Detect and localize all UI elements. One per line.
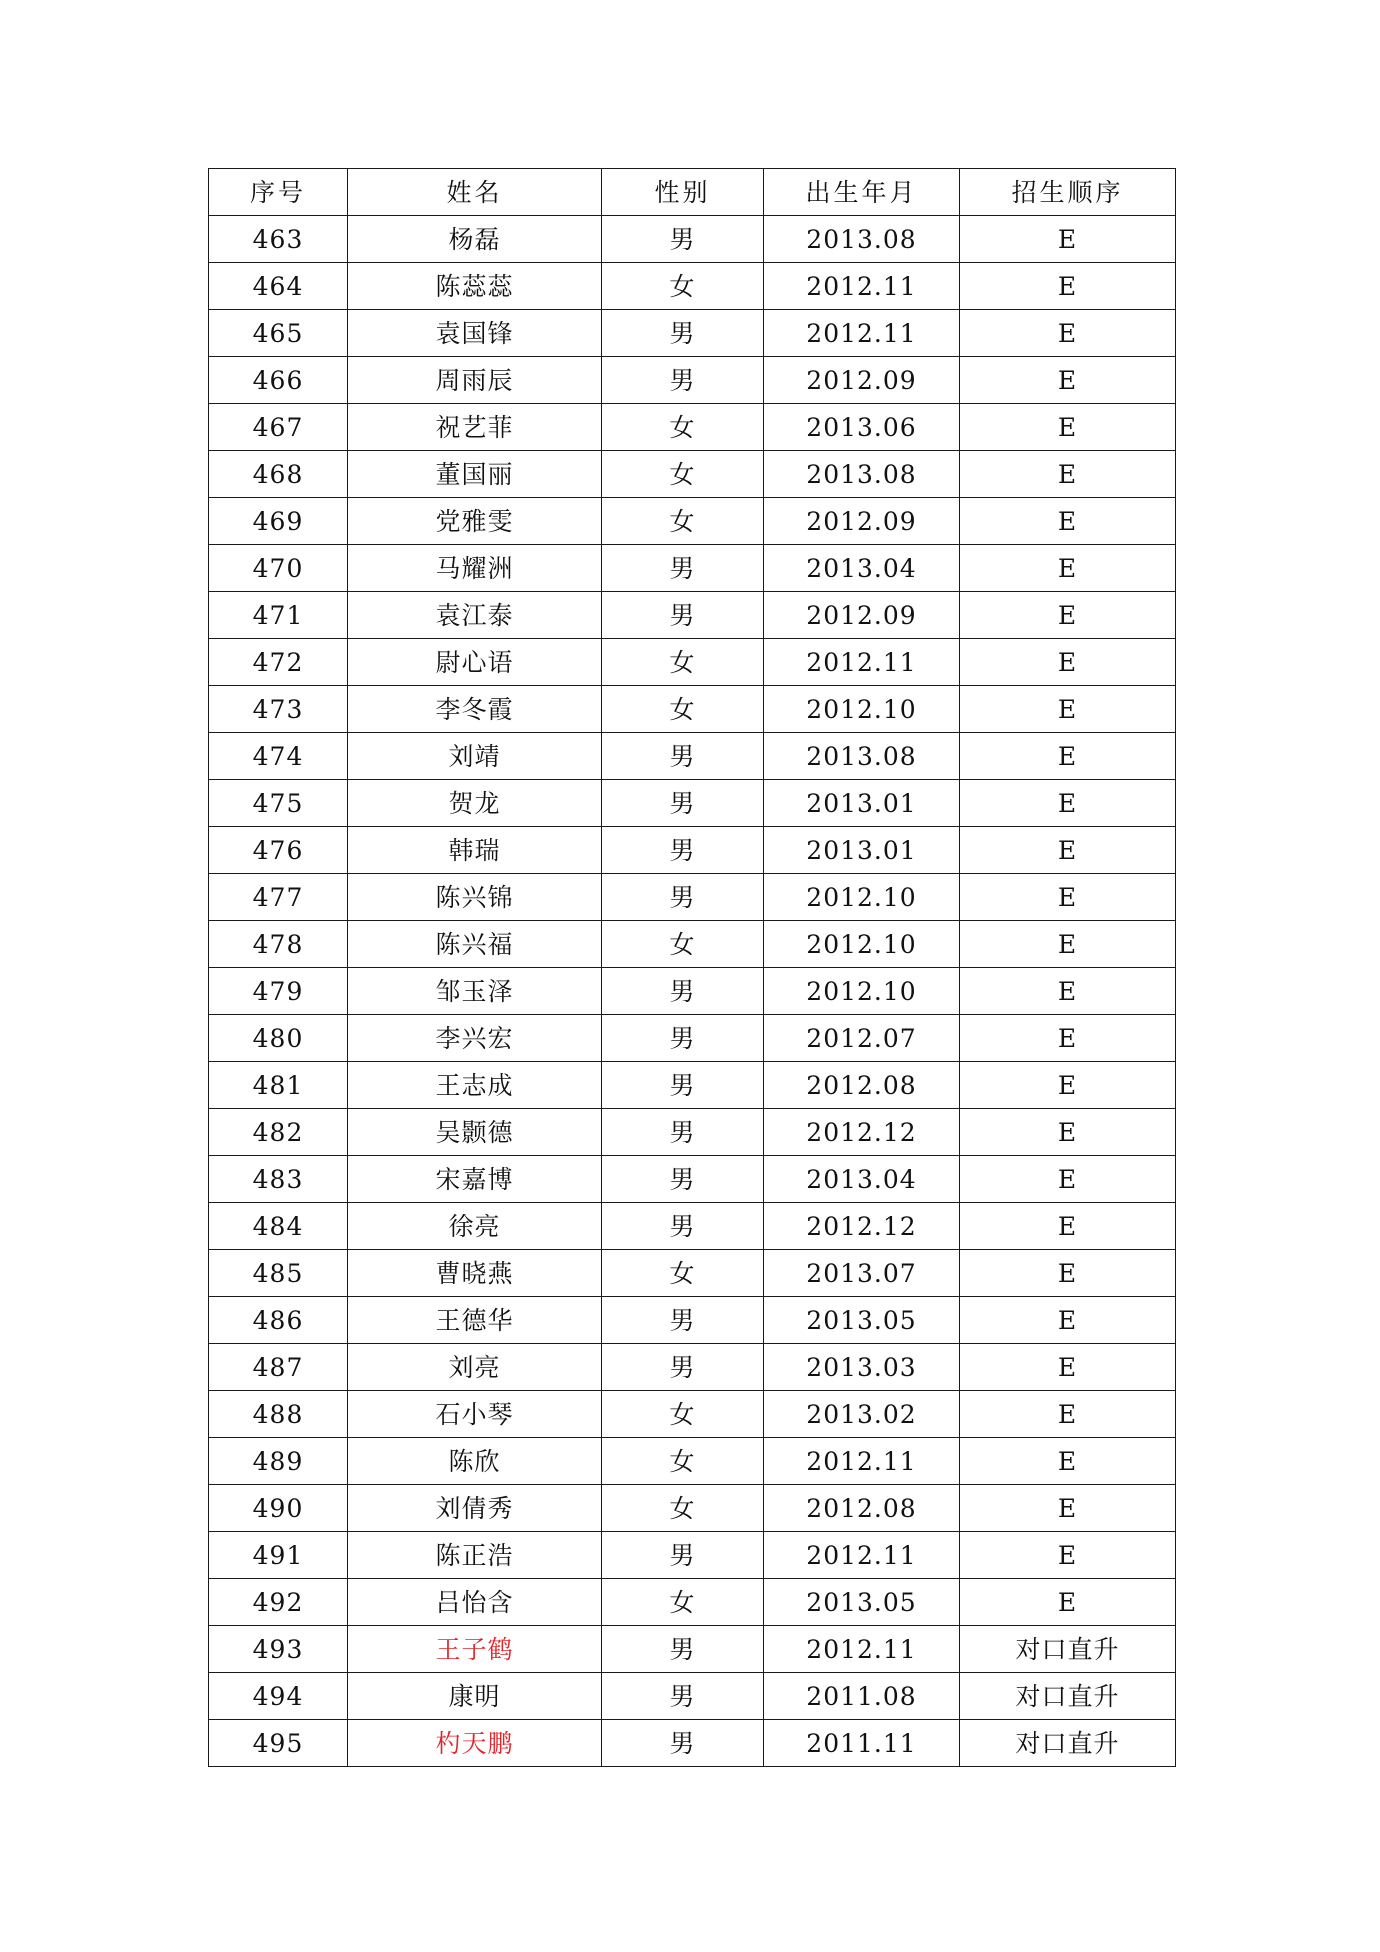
cell-birth-date: 2012.10 (764, 686, 960, 733)
cell-gender: 女 (602, 451, 764, 498)
cell-serial-number: 482 (209, 1109, 348, 1156)
cell-admission-order: E (960, 1250, 1176, 1297)
header-gender: 性别 (602, 169, 764, 216)
cell-serial-number: 488 (209, 1391, 348, 1438)
cell-admission-order: E (960, 357, 1176, 404)
cell-admission-order: E (960, 592, 1176, 639)
cell-admission-order: E (960, 827, 1176, 874)
cell-birth-date: 2013.03 (764, 1344, 960, 1391)
cell-serial-number: 474 (209, 733, 348, 780)
cell-birth-date: 2013.04 (764, 545, 960, 592)
cell-admission-order: E (960, 780, 1176, 827)
cell-gender: 男 (602, 827, 764, 874)
cell-admission-order: E (960, 686, 1176, 733)
cell-serial-number: 473 (209, 686, 348, 733)
cell-name: 刘倩秀 (348, 1485, 602, 1532)
cell-name: 吴颢德 (348, 1109, 602, 1156)
cell-birth-date: 2013.04 (764, 1156, 960, 1203)
cell-serial-number: 484 (209, 1203, 348, 1250)
cell-serial-number: 492 (209, 1579, 348, 1626)
cell-name: 宋嘉博 (348, 1156, 602, 1203)
cell-gender: 男 (602, 968, 764, 1015)
cell-admission-order: E (960, 451, 1176, 498)
cell-admission-order: E (960, 263, 1176, 310)
cell-birth-date: 2012.09 (764, 592, 960, 639)
cell-birth-date: 2012.08 (764, 1062, 960, 1109)
cell-admission-order: E (960, 639, 1176, 686)
cell-birth-date: 2011.08 (764, 1673, 960, 1720)
cell-admission-order: E (960, 1391, 1176, 1438)
cell-admission-order: 对口直升 (960, 1720, 1176, 1767)
cell-name: 董国丽 (348, 451, 602, 498)
table-row (209, 451, 1176, 498)
table-row (209, 1438, 1176, 1485)
cell-admission-order: E (960, 1485, 1176, 1532)
cell-birth-date: 2012.09 (764, 498, 960, 545)
table-row (209, 1532, 1176, 1579)
cell-serial-number: 486 (209, 1297, 348, 1344)
cell-admission-order: E (960, 968, 1176, 1015)
table-row (209, 1673, 1176, 1720)
cell-name: 祝艺菲 (348, 404, 602, 451)
table-row (209, 1250, 1176, 1297)
cell-admission-order: 对口直升 (960, 1626, 1176, 1673)
cell-gender: 女 (602, 263, 764, 310)
table-row (209, 639, 1176, 686)
cell-name: 康明 (348, 1673, 602, 1720)
cell-admission-order: E (960, 921, 1176, 968)
cell-serial-number: 464 (209, 263, 348, 310)
cell-name: 刘亮 (348, 1344, 602, 1391)
cell-serial-number: 489 (209, 1438, 348, 1485)
cell-serial-number: 487 (209, 1344, 348, 1391)
table-row (209, 1626, 1176, 1673)
cell-name: 陈兴锦 (348, 874, 602, 921)
enrollment-table (208, 168, 1176, 1767)
cell-name: 杨磊 (348, 216, 602, 263)
cell-admission-order: E (960, 545, 1176, 592)
cell-birth-date: 2013.05 (764, 1297, 960, 1344)
cell-admission-order: E (960, 1344, 1176, 1391)
cell-serial-number: 465 (209, 310, 348, 357)
cell-gender: 男 (602, 1532, 764, 1579)
cell-gender: 男 (602, 1626, 764, 1673)
cell-serial-number: 468 (209, 451, 348, 498)
cell-serial-number: 477 (209, 874, 348, 921)
cell-birth-date: 2013.01 (764, 827, 960, 874)
cell-gender: 男 (602, 1062, 764, 1109)
table-row (209, 733, 1176, 780)
cell-name: 王志成 (348, 1062, 602, 1109)
cell-serial-number: 469 (209, 498, 348, 545)
cell-serial-number: 463 (209, 216, 348, 263)
cell-birth-date: 2012.07 (764, 1015, 960, 1062)
cell-serial-number: 483 (209, 1156, 348, 1203)
cell-admission-order: E (960, 498, 1176, 545)
cell-admission-order: E (960, 1062, 1176, 1109)
table-row (209, 216, 1176, 263)
table-row (209, 1203, 1176, 1250)
cell-name: 马耀洲 (348, 545, 602, 592)
cell-name: 徐亮 (348, 1203, 602, 1250)
cell-serial-number: 491 (209, 1532, 348, 1579)
cell-gender: 女 (602, 1438, 764, 1485)
cell-serial-number: 494 (209, 1673, 348, 1720)
cell-name: 李兴宏 (348, 1015, 602, 1062)
cell-admission-order: E (960, 1532, 1176, 1579)
table-row (209, 874, 1176, 921)
table-row (209, 1109, 1176, 1156)
cell-gender: 男 (602, 733, 764, 780)
cell-serial-number: 478 (209, 921, 348, 968)
cell-gender: 女 (602, 498, 764, 545)
cell-serial-number: 472 (209, 639, 348, 686)
cell-name: 周雨辰 (348, 357, 602, 404)
table-row (209, 1485, 1176, 1532)
cell-serial-number: 466 (209, 357, 348, 404)
cell-name: 尉心语 (348, 639, 602, 686)
table-body (209, 216, 1176, 1767)
cell-admission-order: E (960, 1109, 1176, 1156)
cell-name: 袁江泰 (348, 592, 602, 639)
cell-name: 石小琴 (348, 1391, 602, 1438)
cell-gender: 男 (602, 1015, 764, 1062)
table-row (209, 545, 1176, 592)
cell-gender: 男 (602, 780, 764, 827)
cell-serial-number: 495 (209, 1720, 348, 1767)
table-row (209, 1391, 1176, 1438)
cell-admission-order: E (960, 1203, 1176, 1250)
cell-admission-order: E (960, 404, 1176, 451)
header-name: 姓名 (348, 169, 602, 216)
cell-name: 王德华 (348, 1297, 602, 1344)
cell-name: 李冬霞 (348, 686, 602, 733)
cell-name: 曹晓燕 (348, 1250, 602, 1297)
cell-serial-number: 475 (209, 780, 348, 827)
table-row (209, 921, 1176, 968)
cell-gender: 男 (602, 216, 764, 263)
cell-gender: 男 (602, 357, 764, 404)
cell-gender: 男 (602, 1109, 764, 1156)
table-row (209, 1297, 1176, 1344)
table-row (209, 310, 1176, 357)
cell-gender: 男 (602, 1297, 764, 1344)
cell-gender: 男 (602, 1720, 764, 1767)
table-row (209, 1156, 1176, 1203)
cell-name: 陈蕊蕊 (348, 263, 602, 310)
cell-admission-order: 对口直升 (960, 1673, 1176, 1720)
header-admission-order: 招生顺序 (960, 169, 1176, 216)
cell-admission-order: E (960, 1156, 1176, 1203)
table-row (209, 1720, 1176, 1767)
cell-gender: 男 (602, 1203, 764, 1250)
table-row (209, 780, 1176, 827)
cell-serial-number: 479 (209, 968, 348, 1015)
cell-name: 陈兴福 (348, 921, 602, 968)
cell-serial-number: 471 (209, 592, 348, 639)
cell-admission-order: E (960, 1015, 1176, 1062)
cell-serial-number: 490 (209, 1485, 348, 1532)
cell-gender: 女 (602, 686, 764, 733)
cell-admission-order: E (960, 1438, 1176, 1485)
table-row (209, 1344, 1176, 1391)
table-row (209, 1062, 1176, 1109)
cell-gender: 女 (602, 1250, 764, 1297)
cell-birth-date: 2013.08 (764, 451, 960, 498)
cell-admission-order: E (960, 874, 1176, 921)
cell-name: 王子鹤 (348, 1626, 602, 1673)
table-row (209, 592, 1176, 639)
cell-birth-date: 2013.02 (764, 1391, 960, 1438)
table-row (209, 827, 1176, 874)
cell-birth-date: 2013.08 (764, 216, 960, 263)
table-row (209, 1015, 1176, 1062)
cell-serial-number: 481 (209, 1062, 348, 1109)
cell-admission-order: E (960, 310, 1176, 357)
cell-gender: 女 (602, 639, 764, 686)
cell-serial-number: 480 (209, 1015, 348, 1062)
cell-birth-date: 2012.11 (764, 1438, 960, 1485)
cell-serial-number: 470 (209, 545, 348, 592)
cell-admission-order: E (960, 1579, 1176, 1626)
cell-serial-number: 485 (209, 1250, 348, 1297)
cell-birth-date: 2012.12 (764, 1203, 960, 1250)
cell-birth-date: 2012.10 (764, 921, 960, 968)
cell-birth-date: 2013.07 (764, 1250, 960, 1297)
table-row (209, 357, 1176, 404)
cell-name: 吕怡含 (348, 1579, 602, 1626)
cell-admission-order: E (960, 216, 1176, 263)
cell-gender: 男 (602, 1673, 764, 1720)
cell-birth-date: 2013.01 (764, 780, 960, 827)
cell-gender: 男 (602, 545, 764, 592)
cell-gender: 女 (602, 1579, 764, 1626)
cell-name: 刘靖 (348, 733, 602, 780)
table-row (209, 968, 1176, 1015)
cell-admission-order: E (960, 1297, 1176, 1344)
cell-gender: 男 (602, 310, 764, 357)
cell-birth-date: 2012.11 (764, 639, 960, 686)
cell-gender: 女 (602, 404, 764, 451)
cell-serial-number: 467 (209, 404, 348, 451)
cell-birth-date: 2012.10 (764, 874, 960, 921)
cell-birth-date: 2012.10 (764, 968, 960, 1015)
cell-birth-date: 2012.11 (764, 1626, 960, 1673)
cell-birth-date: 2013.06 (764, 404, 960, 451)
cell-name: 杓天鹏 (348, 1720, 602, 1767)
cell-birth-date: 2012.09 (764, 357, 960, 404)
cell-birth-date: 2012.11 (764, 1532, 960, 1579)
header-serial-number: 序号 (209, 169, 348, 216)
cell-name: 邹玉泽 (348, 968, 602, 1015)
cell-gender: 男 (602, 592, 764, 639)
table-header-row (209, 169, 1176, 216)
header-birth-date: 出生年月 (764, 169, 960, 216)
cell-birth-date: 2012.11 (764, 263, 960, 310)
cell-birth-date: 2012.12 (764, 1109, 960, 1156)
table-row (209, 263, 1176, 310)
cell-birth-date: 2013.05 (764, 1579, 960, 1626)
cell-admission-order: E (960, 733, 1176, 780)
cell-gender: 男 (602, 1344, 764, 1391)
cell-name: 陈欣 (348, 1438, 602, 1485)
cell-gender: 女 (602, 1485, 764, 1532)
cell-birth-date: 2012.11 (764, 310, 960, 357)
table-row (209, 404, 1176, 451)
cell-name: 陈正浩 (348, 1532, 602, 1579)
cell-gender: 男 (602, 1156, 764, 1203)
table-row (209, 686, 1176, 733)
cell-birth-date: 2011.11 (764, 1720, 960, 1767)
cell-name: 党雅雯 (348, 498, 602, 545)
cell-serial-number: 476 (209, 827, 348, 874)
cell-name: 韩瑞 (348, 827, 602, 874)
cell-birth-date: 2013.08 (764, 733, 960, 780)
cell-gender: 男 (602, 874, 764, 921)
cell-gender: 女 (602, 921, 764, 968)
cell-name: 袁国锋 (348, 310, 602, 357)
cell-serial-number: 493 (209, 1626, 348, 1673)
cell-birth-date: 2012.08 (764, 1485, 960, 1532)
table-row (209, 1579, 1176, 1626)
cell-name: 贺龙 (348, 780, 602, 827)
table-row (209, 498, 1176, 545)
cell-gender: 女 (602, 1391, 764, 1438)
